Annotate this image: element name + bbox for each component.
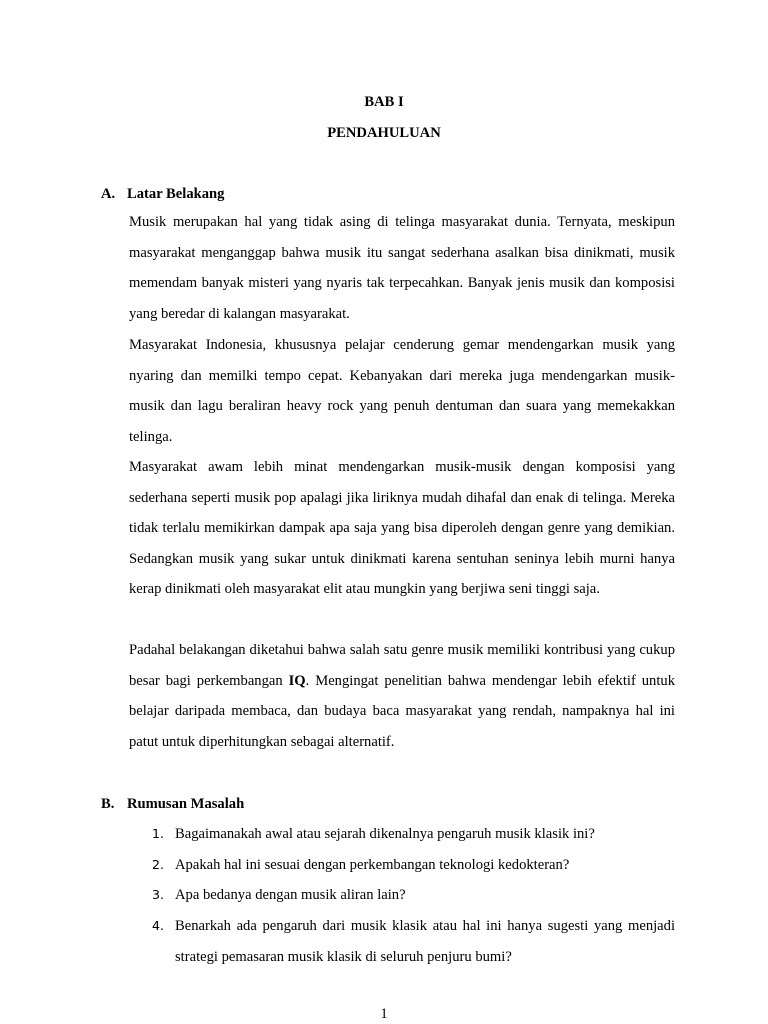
paragraph-1: Musik merupakan hal yang tidak asing di telinga masyarakat dunia. Ternyata, meskipun masyarakat menganggap bahwa musik itu sangat sederhana asalkan bisa dinikmati, musik memendam banyak misteri yang nyaris tak terpecahkan. Banyak jenis musik dan komposisi yang beredar di kalangan masyarakat. (129, 214, 675, 322)
list-item (152, 880, 675, 911)
section-b-title: Rumusan Masalah (127, 796, 245, 812)
paragraph-2: Masyarakat Indonesia, khususnya pelajar cenderung gemar mendengarkan musik yang nyaring dan memilki tempo cepat. Kebanyakan dari mereka juga mendengarkan musik-musik dan lagu beraliran heavy rock yang penuh dentuman dan suara yang memekakkan telinga. (129, 337, 675, 445)
iq-term: IQ (288, 672, 306, 689)
page-number: 1 (380, 1006, 388, 1022)
list-item-number: 4. (152, 918, 164, 933)
paragraph-4-part-2: . Mengingat penelitian bahwa mendengar lebih efektif untuk belajar daripada membaca, dan budaya baca masyarakat yang rendah, nampaknya hal ini patut untuk diperhitungkan sebagai alternatif. (129, 672, 675, 750)
chapter-number: BAB I (364, 94, 404, 110)
section-a-label: A. (101, 186, 116, 202)
list-item-text: Benarkah ada pengaruh dari musik klasik atau hal ini hanya sugesti yang menjadi strategi pemasaran musik klasik di seluruh penjuru bumi? (175, 918, 675, 965)
list-item-number: 1. (152, 826, 164, 841)
paragraph-4 (129, 635, 675, 757)
section-b-label: B. (101, 796, 115, 812)
paragraph-4-part-1: Padahal belakangan diketahui bahwa salah satu genre musik memiliki kontribusi yang cukup besar bagi perkembangan (129, 642, 675, 689)
chapter-title: PENDAHULUAN (327, 125, 441, 141)
paragraph-3: Masyarakat awam lebih minat mendengarkan musik-musik dengan komposisi yang sederhana seperti musik pop apalagi jika liriknya mudah dihafal dan enak di telinga. Mereka tidak terlalu memikirkan dampak apa saja yang bisa diperoleh dengan genre yang demikian. Sedangkan musik yang sukar untuk dinikmati karena sentuhan seninya lebih murni hanya kerap dinikmati oleh masyarakat elit atau mungkin yang berjiwa seni tinggi saja. (129, 459, 675, 598)
list-item (152, 850, 675, 881)
list-item (152, 911, 675, 972)
list-item-text: Apa bedanya dengan musik aliran lain? (175, 887, 406, 903)
list-item-number: 2. (152, 857, 164, 872)
list-item (152, 819, 675, 850)
section-a-heading (101, 184, 224, 204)
list-item-number: 3. (152, 887, 164, 902)
section-a-title: Latar Belakang (127, 186, 225, 202)
section-b-heading (101, 794, 244, 814)
list-item-text: Apakah hal ini sesuai dengan perkembangan teknologi kedokteran? (175, 857, 570, 873)
list-item-text: Bagaimanakah awal atau sejarah dikenalnya pengaruh musik klasik ini? (175, 826, 595, 842)
